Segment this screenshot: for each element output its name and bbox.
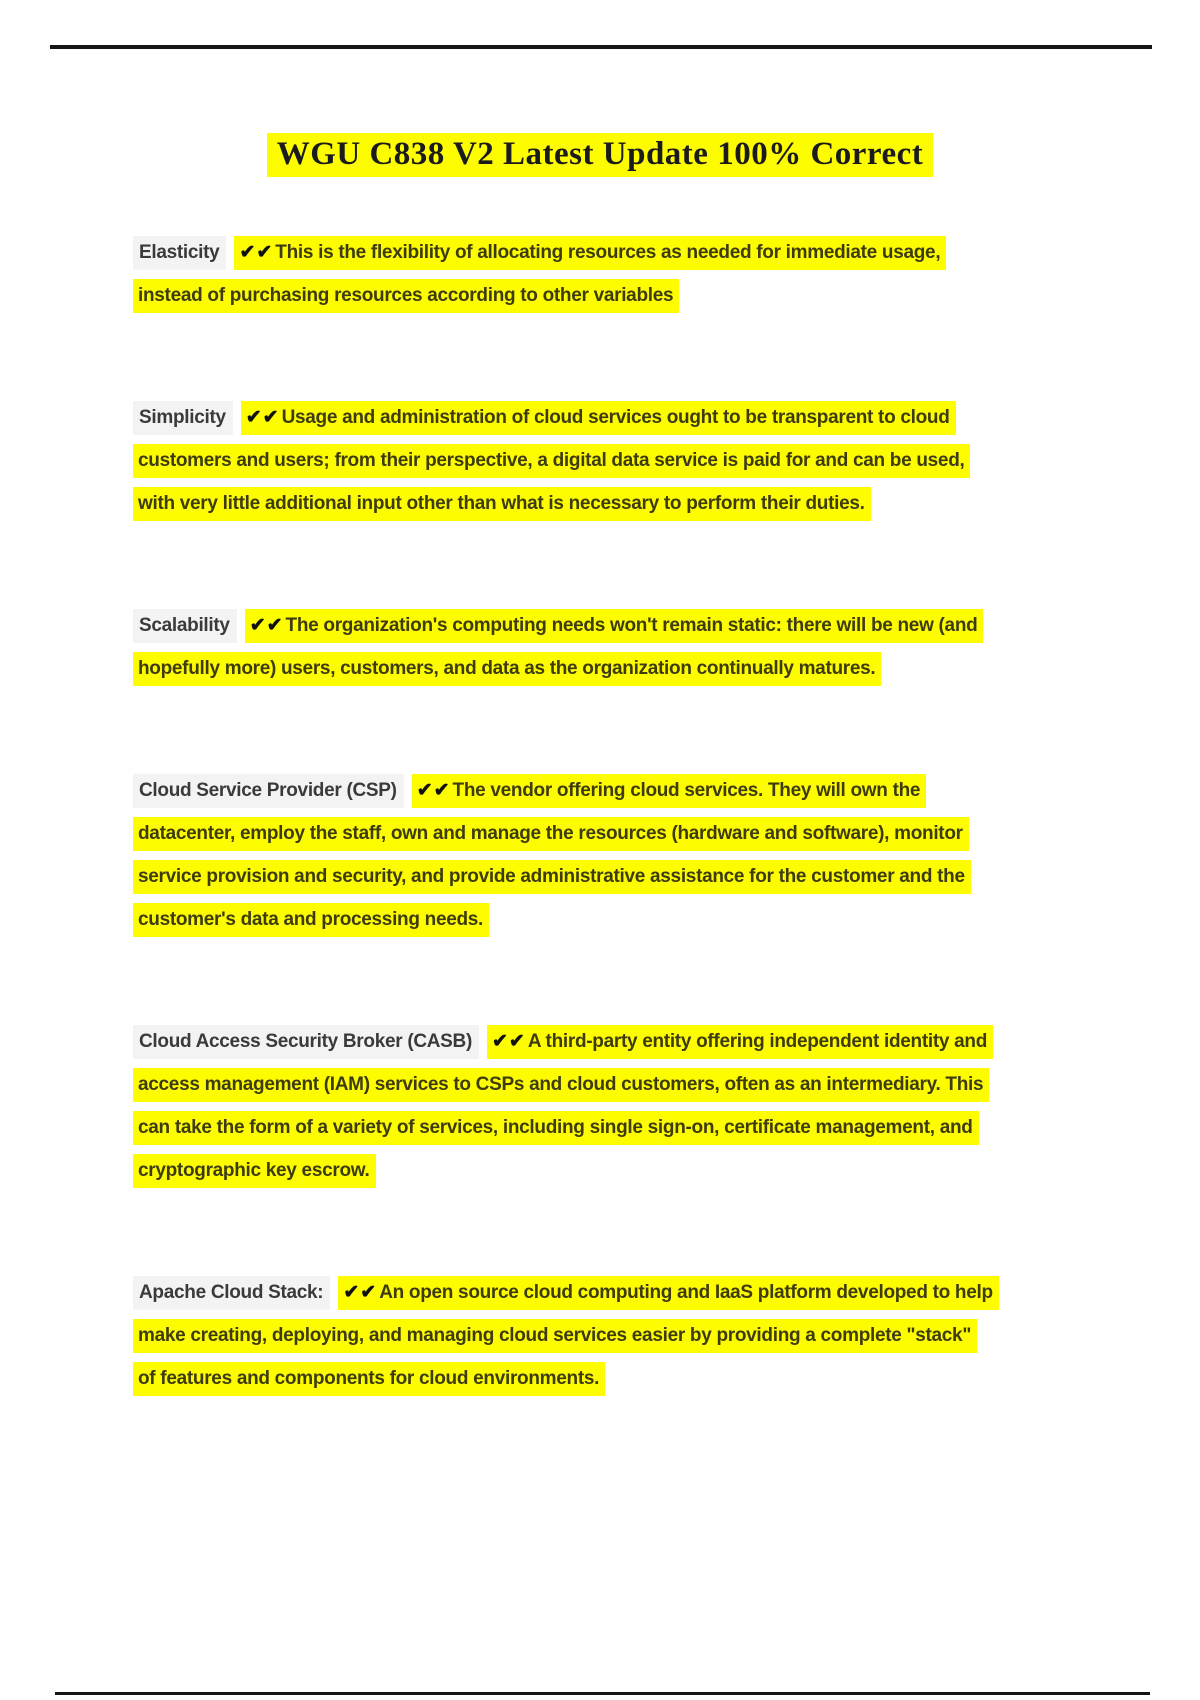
top-horizontal-rule [50,45,1152,49]
definition-line [133,817,1073,851]
term-entry [133,609,1073,686]
term-label: Elasticity [133,236,226,270]
term-label: Apache Cloud Stack: [133,1276,330,1310]
entry-first-line [133,401,1073,435]
term-gap [233,401,241,435]
definition-highlight [234,236,946,270]
definition-highlight [245,609,984,643]
definition-line [133,1068,1073,1102]
term-entry [133,401,1073,521]
definition-line [133,1154,1073,1188]
checkmarks-icon: ✔✔ [245,407,280,428]
checkmarks-icon: ✔✔ [416,780,451,801]
checkmarks-icon: ✔✔ [239,242,274,263]
definition-line [133,444,1073,478]
term-entry [133,1025,1073,1188]
entry-first-line [133,774,1073,808]
term-label: Simplicity [133,401,233,435]
checkmarks-icon: ✔✔ [249,615,284,636]
definition-text: The vendor offering cloud services. They will own the [452,780,921,801]
term-gap [404,774,412,808]
definition-text: Usage and administration of cloud services ought to be transparent to cloud [281,407,950,428]
entry-first-line [133,1025,1073,1059]
term-gap [330,1276,338,1310]
definition-text: hopefully more) users, customers, and data as the organization continually matures. [133,652,881,686]
term-gap [226,236,234,270]
definition-highlight [412,774,926,808]
definition-text: customer's data and processing needs. [133,903,489,937]
definition-line [133,487,1073,521]
definition-text: with very little additional input other than what is necessary to perform their duties. [133,487,871,521]
definition-line [133,652,1073,686]
definition-text: An open source cloud computing and IaaS platform developed to help [379,1282,993,1303]
definition-highlight [338,1276,998,1310]
definition-highlight [241,401,956,435]
term-label: Scalability [133,609,237,643]
term-entry [133,774,1073,937]
definition-text: This is the flexibility of allocating resources as needed for immediate usage, [275,242,941,263]
definition-line [133,1362,1073,1396]
term-label: Cloud Service Provider (CSP) [133,774,404,808]
definition-text: of features and components for cloud environments. [133,1362,605,1396]
definition-text: make creating, deploying, and managing cloud services easier by providing a complete "stack" [133,1319,977,1353]
definition-text: access management (IAM) services to CSPs and cloud customers, often as an intermediary. This [133,1068,989,1102]
definition-text: instead of purchasing resources according to other variables [133,279,679,313]
term-gap [479,1025,487,1059]
title-row [0,133,1200,177]
term-label: Cloud Access Security Broker (CASB) [133,1025,479,1059]
definition-text: can take the form of a variety of services, including single sign-on, certificate management, and [133,1111,979,1145]
entry-first-line [133,609,1073,643]
definition-highlight [487,1025,993,1059]
definition-text: A third-party entity offering independent identity and [527,1031,988,1052]
entry-first-line [133,236,1073,270]
definition-text: customers and users; from their perspective, a digital data service is paid for and can be used, [133,444,970,478]
definition-line [133,1319,1073,1353]
document-body [133,236,1073,1484]
definition-text: service provision and security, and provide administrative assistance for the customer and the [133,860,971,894]
definition-line [133,279,1073,313]
term-entry [133,1276,1073,1396]
definition-text: cryptographic key escrow. [133,1154,376,1188]
entry-first-line [133,1276,1073,1310]
definition-line [133,1111,1073,1145]
bottom-horizontal-rule [55,1692,1150,1695]
definition-line [133,860,1073,894]
definition-text: datacenter, employ the staff, own and manage the resources (hardware and software), monitor [133,817,969,851]
definition-text: The organization's computing needs won't remain static: there will be new (and [285,615,978,636]
definition-line [133,903,1073,937]
checkmarks-icon: ✔✔ [343,1282,378,1303]
term-entry [133,236,1073,313]
term-gap [237,609,245,643]
page-title: WGU C838 V2 Latest Update 100% Correct [267,133,934,177]
checkmarks-icon: ✔✔ [492,1031,526,1052]
